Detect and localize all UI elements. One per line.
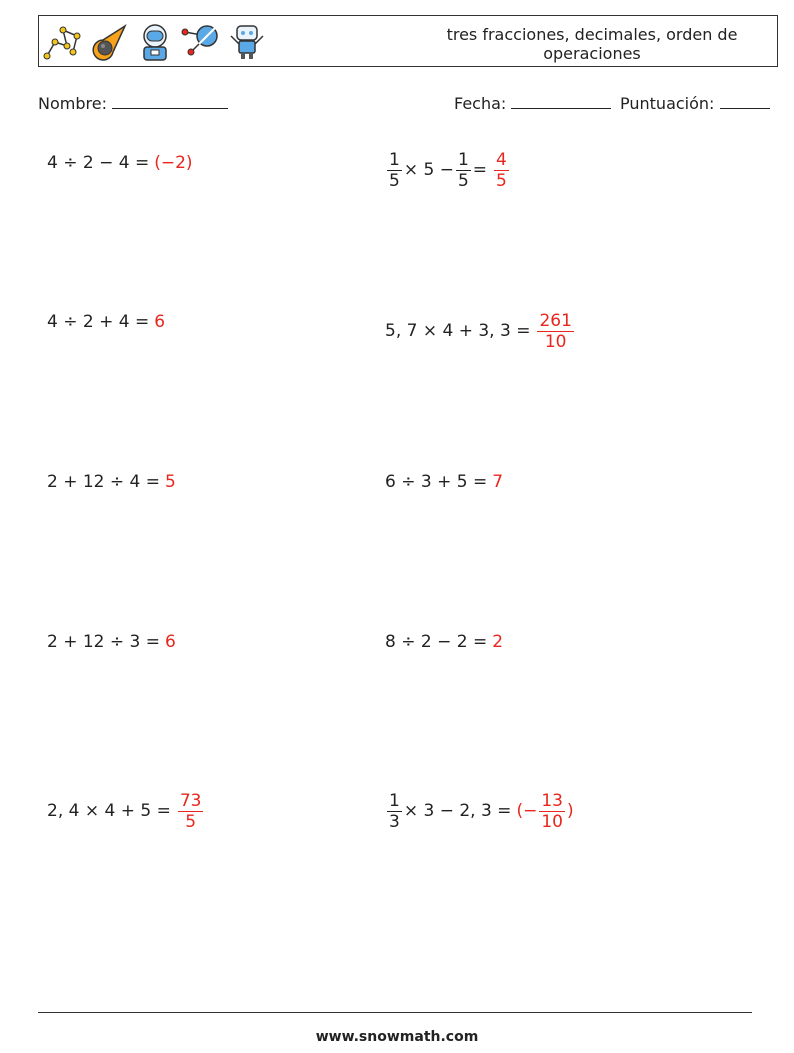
problem-4: [385, 306, 576, 356]
problem-10-answer: [516, 791, 573, 832]
problem-10-fraction-num: 1: [389, 790, 400, 811]
problem-5-expression: 2 + 12 ÷ 4 =: [47, 472, 161, 492]
date-field: [454, 94, 611, 113]
problem-10-answer-num: 13: [541, 790, 563, 811]
header-icons: [43, 20, 267, 64]
astronaut-icon: [135, 22, 175, 62]
problem-10-fraction: [387, 791, 402, 832]
footer-divider: [38, 1012, 752, 1013]
problem-9-answer: [176, 791, 206, 832]
problem-10-answer-den: 10: [541, 811, 563, 832]
problem-7: [47, 617, 176, 667]
problem-10: [385, 786, 574, 836]
problem-5-answer: 5: [165, 472, 176, 492]
problem-6-expression: 6 ÷ 3 + 5 =: [385, 472, 488, 492]
problem-2: [385, 145, 511, 195]
meteor-icon: [89, 22, 129, 62]
score-line: [720, 94, 770, 109]
satellite-icon: [181, 22, 221, 62]
worksheet-title: tres fracciones, decimales, orden de operaciones: [446, 25, 738, 63]
problem-7-answer: 6: [165, 632, 176, 652]
constellation-icon: [43, 22, 83, 62]
problem-2-fraction-a: $\frac{1}{5}$: [389, 149, 400, 191]
problem-2-answer-den: 5: [496, 170, 507, 191]
problem-3-expression: 4 ÷ 2 + 4 =: [47, 312, 150, 332]
problem-2-operator: × 5 −: [403, 160, 454, 180]
date-line: [511, 94, 611, 109]
name-field: [38, 94, 228, 113]
score-field: [620, 94, 770, 113]
problem-2-fraction-b: $\frac{1}{5}$: [457, 149, 469, 191]
problem-5: [47, 457, 176, 507]
problem-3: [47, 297, 165, 347]
problem-2-equals: =: [472, 160, 488, 180]
name-line: [112, 94, 228, 109]
problem-10-answer-prefix: (−: [516, 801, 538, 821]
problem-10-expression: × 3 − 2, 3 =: [403, 801, 512, 821]
problem-4-answer-den: 10: [544, 331, 567, 352]
robot-icon: [227, 22, 267, 62]
problem-9-answer-den: 5: [185, 811, 197, 832]
problem-1-expression: 4 ÷ 2 − 4 =: [47, 153, 150, 173]
problem-3-answer: 6: [154, 312, 166, 332]
problem-8: [385, 617, 503, 667]
problem-2-answer: [492, 150, 511, 191]
worksheet-header: [38, 15, 778, 67]
problem-1: [47, 138, 193, 188]
problem-1-answer: (−2): [154, 153, 193, 173]
problem-9-answer-num: 73: [179, 790, 202, 811]
problem-6: [385, 457, 503, 507]
problem-10-answer-suffix: ): [566, 801, 574, 821]
name-label: Nombre:: [38, 94, 107, 113]
score-label: Puntuación:: [620, 94, 715, 113]
date-label: Fecha:: [454, 94, 507, 113]
problem-4-answer-num: 261: [539, 310, 572, 331]
problem-4-expression: 5, 7 × 4 + 3, 3 =: [385, 321, 531, 341]
problem-9-expression: 2, 4 × 4 + 5 =: [47, 801, 171, 821]
problem-2-answer-num: 4: [496, 149, 507, 170]
problem-4-answer: [535, 311, 575, 352]
problem-8-answer: 2: [492, 632, 504, 652]
problem-6-answer: 7: [492, 472, 504, 492]
footer-url[interactable]: www.snowmath.com: [315, 1029, 479, 1045]
problem-9: [47, 786, 205, 836]
problem-7-expression: 2 + 12 ÷ 3 =: [47, 632, 161, 652]
problem-10-fraction-den: 3: [389, 811, 400, 832]
problem-8-expression: 8 ÷ 2 − 2 =: [385, 632, 488, 652]
